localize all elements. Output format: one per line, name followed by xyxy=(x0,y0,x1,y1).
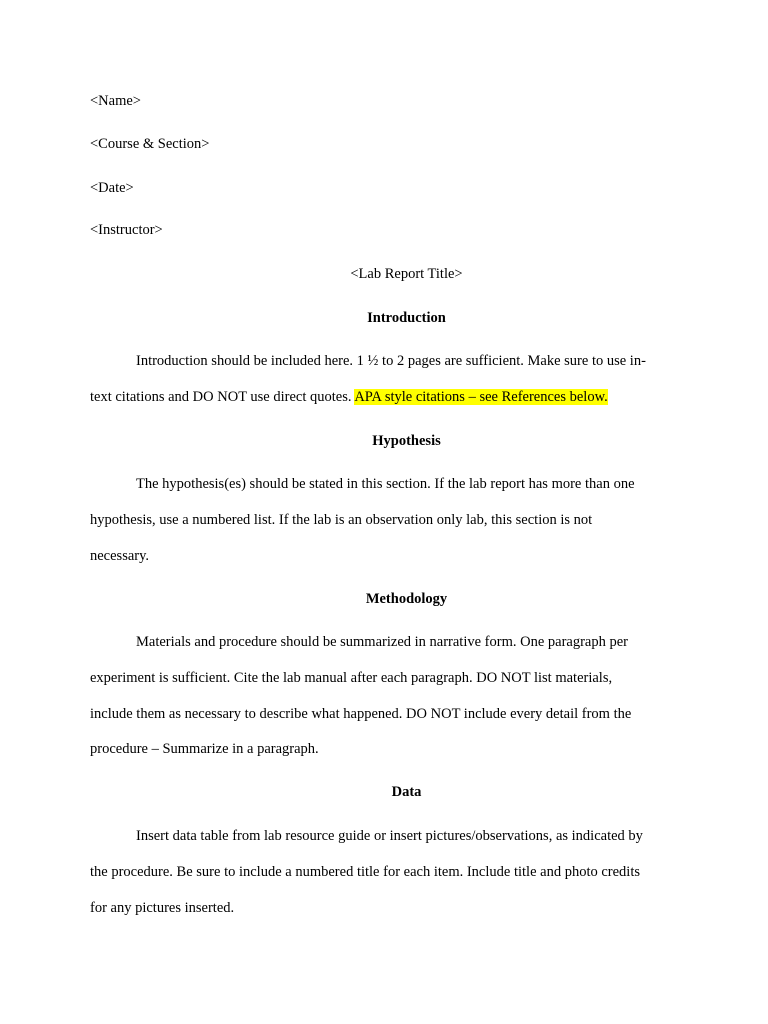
header-instructor: <Instructor> xyxy=(90,222,163,238)
introduction-line-2-text: text citations and DO NOT use direct quotes. xyxy=(90,389,355,405)
data-heading: Data xyxy=(391,784,422,800)
report-title: <Lab Report Title> xyxy=(350,266,463,282)
hypothesis-line-1: The hypothesis(es) should be stated in this section. If the lab report has more than one xyxy=(136,476,635,492)
methodology-line-4: procedure – Summarize in a paragraph. xyxy=(90,741,319,757)
data-line-2: the procedure. Be sure to include a numbered title for each item. Include title and photo credits xyxy=(90,864,640,880)
hypothesis-heading: Hypothesis xyxy=(372,433,441,449)
methodology-line-2: experiment is sufficient. Cite the lab manual after each paragraph. DO NOT list materials, xyxy=(90,670,613,686)
introduction-heading: Introduction xyxy=(367,310,446,326)
methodology-line-1: Materials and procedure should be summarized in narrative form. One paragraph per xyxy=(136,634,629,650)
data-line-1: Insert data table from lab resource guide or insert pictures/observations, as indicated by xyxy=(136,828,643,844)
header-name: <Name> xyxy=(90,93,141,109)
header-course-section: <Course & Section> xyxy=(90,136,210,152)
hypothesis-line-2: hypothesis, use a numbered list. If the lab is an observation only lab, this section is not xyxy=(90,512,593,528)
hypothesis-line-3: necessary. xyxy=(90,548,150,564)
data-line-3: for any pictures inserted. xyxy=(90,900,235,916)
methodology-heading: Methodology xyxy=(365,591,448,607)
methodology-line-3: include them as necessary to describe what happened. DO NOT include every detail from the xyxy=(90,706,632,722)
header-date: <Date> xyxy=(90,180,134,196)
introduction-line-1: Introduction should be included here. 1 ½ to 2 pages are sufficient. Make sure to use in- xyxy=(136,353,646,369)
introduction-line-2 xyxy=(90,388,608,406)
apa-citation-highlight: APA style citations – see References below. xyxy=(354,389,608,405)
